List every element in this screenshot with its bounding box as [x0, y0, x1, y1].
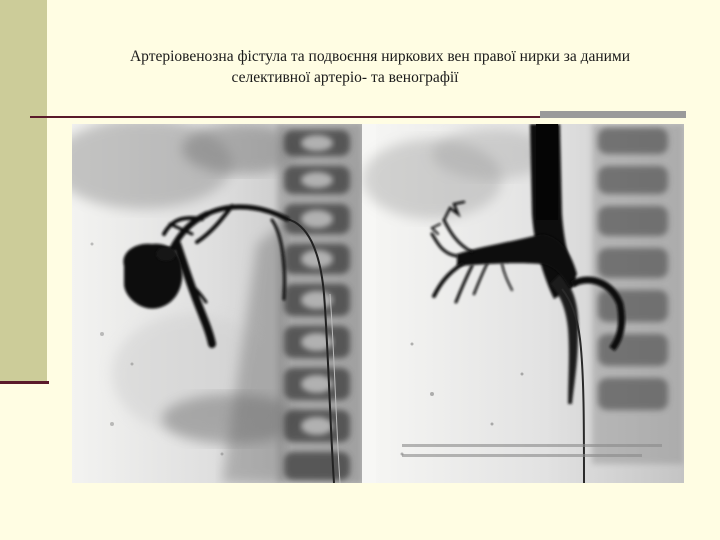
slide-title [60, 46, 700, 88]
slide-title-line-1: Артеріовенозна фістула та подвоєння ниркових вен правої нирки за даними [129, 48, 631, 65]
decorative-left-bar [0, 0, 47, 383]
radiograph-figure [72, 124, 684, 483]
decorative-left-bar-rule [0, 381, 49, 384]
slide-title-line-2: селективної артеріо- та венографії [231, 69, 459, 86]
title-divider-accent [540, 111, 686, 118]
left-radiograph [72, 124, 362, 483]
right-radiograph [362, 124, 684, 483]
